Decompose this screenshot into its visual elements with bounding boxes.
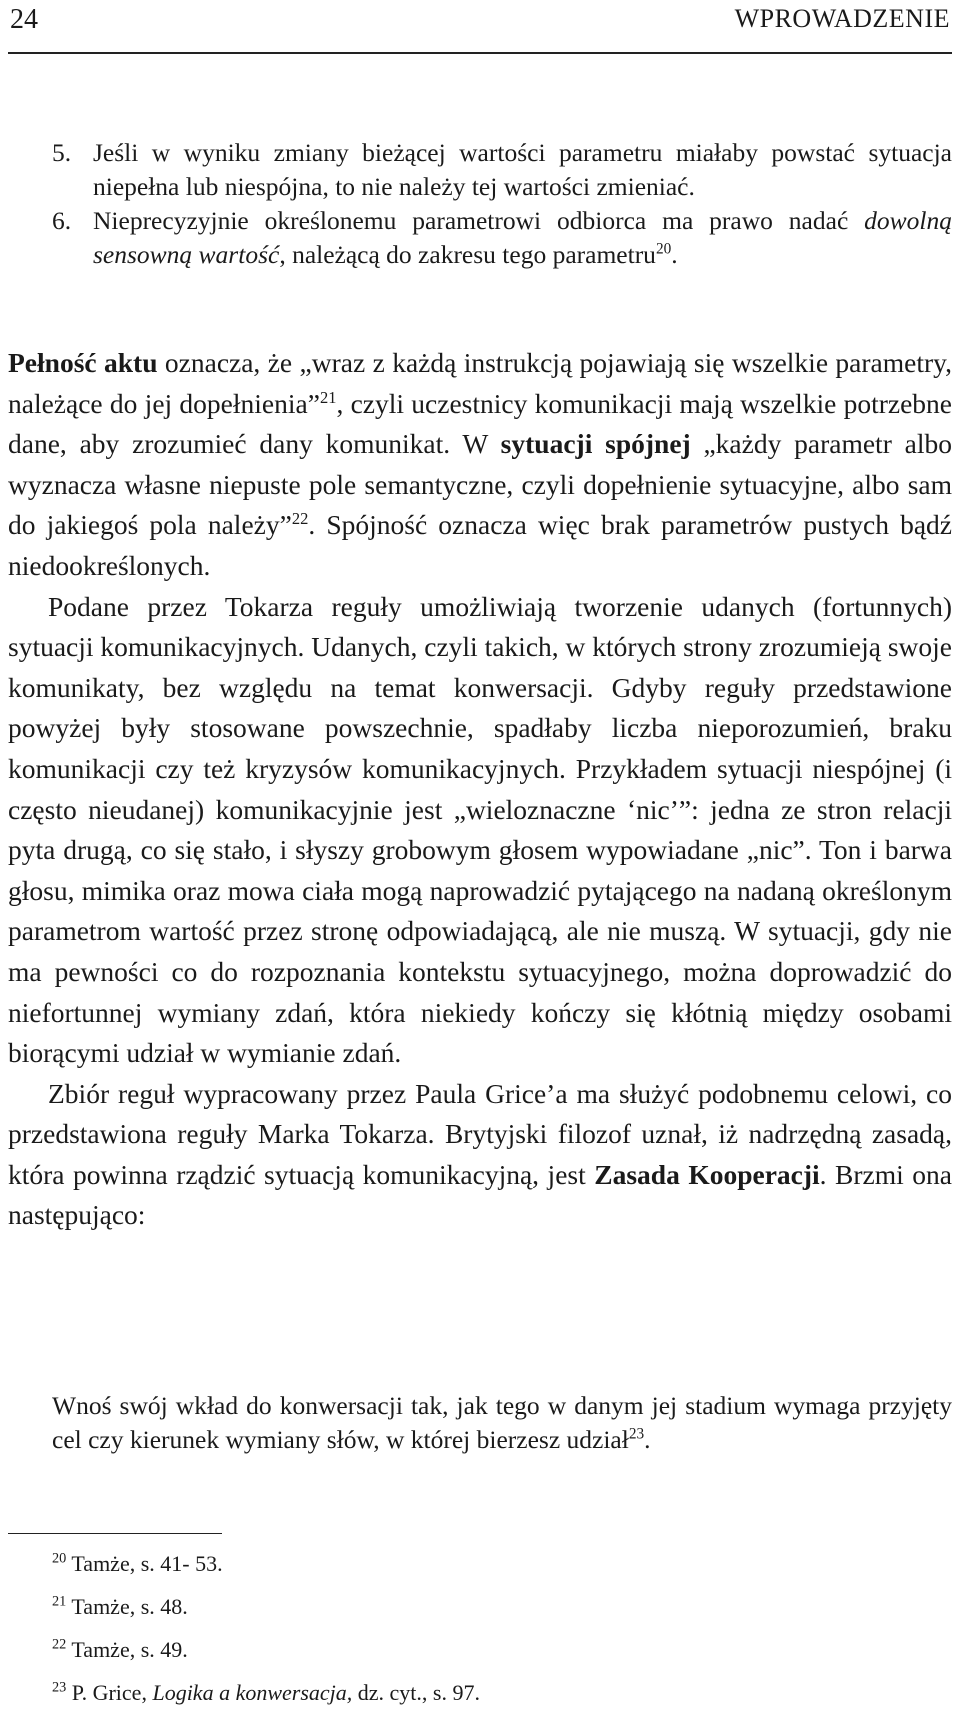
footnote-ref: 20: [655, 240, 672, 258]
footnote: [52, 1671, 480, 1714]
footnote-ref: 22: [291, 509, 309, 529]
footnote-text: P. Grice,: [66, 1680, 153, 1705]
footnote-text: Tamże, s. 41- 53.: [66, 1551, 223, 1576]
header-rule: [8, 52, 952, 54]
list-number: 6.: [52, 206, 72, 235]
list-item: [52, 136, 952, 204]
list-text: .: [671, 240, 678, 269]
footnote: [52, 1585, 480, 1628]
paragraph-text: oznacza, że „wraz z każdą instrukcją pojawiają się wszelkie parametry, należące do jej dopełnienia”: [8, 347, 952, 419]
paragraph-text: . Brzmi ona następująco:: [8, 1158, 952, 1231]
paragraph-text: . Spójność oznacza więc brak parametrów pustych bądź niedookreślonych.: [8, 509, 952, 581]
footnote: [52, 1542, 480, 1585]
body-text: [8, 343, 952, 1236]
footnote-rule: [8, 1533, 222, 1534]
numbered-list: [52, 136, 952, 272]
footnote-text: dz. cyt., s. 97.: [352, 1680, 480, 1705]
footnote-ref: 21: [319, 387, 337, 407]
running-title: WPROWADZENIE: [734, 4, 950, 33]
footnote-number: 20: [52, 1550, 67, 1567]
paragraph: Podane przez Tokarza reguły umożliwiają tworzenie udanych (fortunnych) sytuacji komunikacyjnych. Udanych, czyli takich, w których strony zrozumieją swoje komunikaty, bez względu na temat konwersacji. Gdyby reguły przedstawione powyżej były stosowane powszechnie, spadłaby liczba nieporozumień, braku komunikacji czy też kryzysów komunikacyjnych. Przykładem sytuacji niespójnej (i często nieudanej) komunikacyjnie jest „wieloznaczne ‘nic’”: jedna ze stron relacji pyta drugą, co się stało, i słyszy grobowym głosem wypowiadane „nic”. Ton i barwa głosu, mimika oraz mowa ciała mogą naprowadzić pytającego na nadaną określonym parametrom wartość przez stronę odpowiadającą, ale nie muszą. W sytuacji, gdy nie ma pewności co do rozpoznania kontekstu sytuacyjnego, można doprowadzić do niefortunnej wymiany zdań, która niekiedy kończy się kłótnią między osobami biorącymi udział w wymianie zdań.: [8, 590, 952, 1069]
paragraph: [8, 343, 952, 587]
footnote-number: 23: [52, 1679, 67, 1696]
footnote-number: 21: [52, 1593, 67, 1610]
list-emphasis: dowolną sensowną wartość: [93, 206, 952, 269]
term-bold: sytuacji spójnej: [500, 428, 691, 460]
quote-text: .: [644, 1425, 651, 1454]
footnote: [52, 1628, 480, 1671]
page-number: 24: [10, 4, 38, 35]
running-header: [8, 0, 952, 55]
list-text: Jeśli w wyniku zmiany bieżącej wartości parametru miałaby powstać sytuacja niepełna lub niespójna, to nie należy tej wartości zmieniać.: [93, 138, 952, 201]
list-text: , należącą do zakresu tego parametru: [279, 240, 656, 269]
list-item: [52, 204, 952, 272]
paragraph: [8, 1074, 952, 1236]
list-number: 5.: [52, 138, 72, 167]
footnote-text: Tamże, s. 48.: [66, 1594, 188, 1619]
footnotes: [52, 1542, 480, 1714]
list-text: Nieprecyzyjnie określonemu parametrowi odbiorca ma prawo nadać: [93, 206, 865, 235]
term-bold: Pełność aktu: [8, 347, 158, 378]
footnote-number: 22: [52, 1636, 67, 1653]
quote-text: Wnoś swój wkład do konwersacji tak, jak tego w danym jej stadium wymaga przyjęty cel czy kierunek wymiany słów, w której bierzesz udział: [52, 1391, 952, 1454]
paragraph-text: , czyli uczestnicy komunikacji mają wszelkie potrzebne dane, aby zrozumieć dany komunikat. W: [8, 387, 952, 460]
term-bold: Zasada Kooperacji: [594, 1158, 820, 1190]
block-quote: [52, 1389, 952, 1457]
footnote-text: Tamże, s. 49.: [66, 1637, 188, 1662]
paragraph-text: „każdy parametr albo wyznacza własne niepuste pole semantyczne, czyli dopełnienie sytuacyjne, albo sam do jakiegoś pola należy”: [8, 428, 952, 541]
footnote-ref: 23: [628, 1425, 645, 1443]
paragraph-text: Zbiór reguł wypracowany przez Paula Grice’a ma służyć podobnemu celowi, co przedstawiona reguły Marka Tokarza. Brytyjski filozof uznał, iż nadrzędną zasadą, która powinna rządzić sytuacją komunikacyjną, jest: [8, 1077, 952, 1190]
footnote-title: Logika a konwersacja,: [152, 1680, 353, 1705]
